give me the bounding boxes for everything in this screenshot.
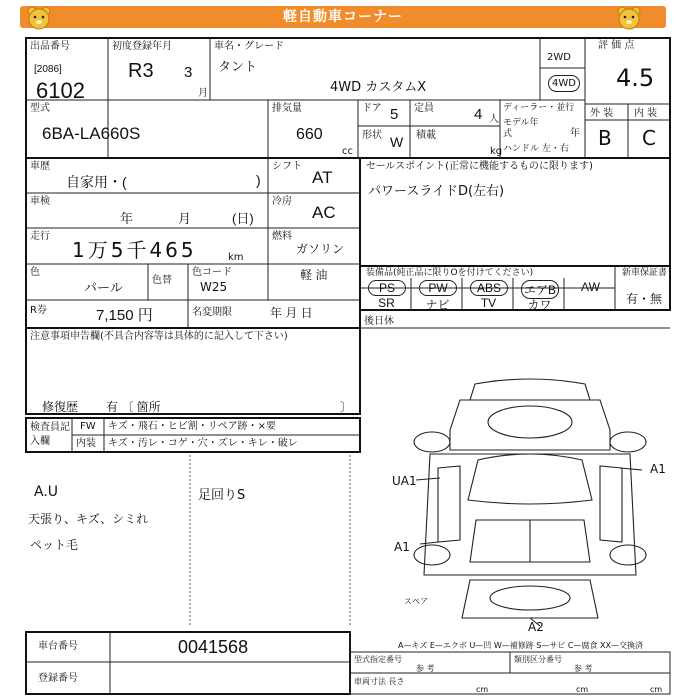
equipment-label: 装備品(純正品に限りOを付けてください)	[366, 268, 534, 278]
equipment-item: ABS	[470, 280, 508, 296]
use-label: 車歴	[30, 161, 50, 172]
recycle-fee: 7,150 円	[96, 307, 153, 324]
cc-unit: cc	[342, 146, 353, 157]
damage-legend: A—キズ E—エクボ U—凹 W—補修跡 S—サビ C—腐食 XX—交換済	[398, 641, 644, 650]
drive-label: 2WD	[547, 52, 571, 63]
car-outline	[414, 379, 646, 626]
use-value: 自家用・(	[66, 174, 127, 190]
inspector-note: 足回りS	[198, 488, 246, 503]
fw-label: FW	[80, 421, 96, 432]
model-value: 6BA-LA660S	[42, 124, 141, 143]
equipment-item: SR	[378, 296, 395, 310]
fuel-alt: 軽 油	[300, 268, 328, 282]
year-unit: 年	[570, 128, 580, 139]
first-reg-label: 初度登録年月	[112, 41, 172, 52]
repair-close: 〕	[340, 400, 353, 414]
sales-point-value: パワースライドD(左右)	[368, 184, 505, 199]
rear-seat-label: 後日休	[364, 316, 394, 327]
km-unit: km	[228, 252, 244, 263]
equipment-item: TV	[480, 296, 497, 310]
shape-value: W	[390, 134, 404, 150]
fuel-label: 燃料	[272, 231, 292, 242]
doors-value: 5	[390, 106, 399, 123]
cm-unit: cm	[476, 685, 489, 694]
repair-value: 有 〔 箇所	[106, 400, 161, 414]
vehicle-dims-label: 車両寸法 長さ	[354, 677, 405, 686]
notes-label: 注意事項申告欄(不具合内容等は具体的に記入して下さい)	[30, 331, 288, 342]
fw-text: キズ・飛石・ヒビ割・リペア跡・×要	[108, 421, 276, 432]
model-label: 型式	[30, 103, 50, 114]
car-name: タント	[218, 60, 258, 75]
capacity-label: 定員	[414, 103, 434, 114]
exterior-grade: B	[598, 126, 612, 150]
first-reg-era: R3	[128, 60, 154, 82]
model-year-label: モデル年式	[503, 118, 539, 139]
mileage-label: 走行	[30, 231, 50, 242]
recycle-label: R券	[30, 305, 47, 316]
sales-point-label: セールスポイント(正常に機能するものに限ります)	[366, 161, 593, 172]
chassis-label: 車台番号	[38, 641, 78, 652]
fuel-value: ガソリン	[296, 242, 345, 256]
lot-number: 6102	[36, 78, 85, 103]
spare-label: スペア	[404, 597, 428, 606]
month-unit: 月	[198, 88, 208, 99]
equipment-item: カワ	[527, 298, 552, 312]
person-unit: 人	[489, 114, 499, 125]
car-grade: 4WD カスタムX	[330, 80, 427, 95]
damage-mark: UA1	[392, 474, 417, 488]
cm-unit: cm	[650, 685, 663, 694]
first-reg-month: 3	[184, 64, 193, 81]
class-label: 類別区分番号	[514, 655, 562, 664]
name-change-date: 年 月 日	[270, 306, 313, 320]
handle-label: ハンドル 左・右	[503, 144, 569, 154]
damage-mark: A1	[650, 462, 666, 476]
inspection-year-word: 年	[120, 211, 134, 226]
aircon-value: AC	[312, 203, 336, 222]
doors-label: ドア	[362, 103, 382, 114]
equipment-item: AW	[581, 280, 600, 294]
kg-unit: kg	[490, 146, 503, 157]
color-change-label: 色替	[152, 275, 172, 286]
shift-value: AT	[312, 168, 333, 187]
repair-label: 修復歴	[42, 400, 79, 414]
registration-label: 登録番号	[38, 673, 78, 684]
inspection-day-word: (日)	[232, 211, 254, 226]
color-label: 色	[30, 267, 40, 278]
shape-label: 形状	[362, 130, 382, 141]
inspection-date-label: 車検	[30, 196, 50, 207]
equipment-item: PW	[419, 280, 457, 296]
aircon-label: 冷房	[272, 196, 292, 207]
warranty-value: 有・無	[626, 292, 663, 306]
mileage-value: 1万5千465	[72, 238, 197, 262]
interior-inspect-label: 内装	[76, 438, 96, 449]
equipment-item: エアB	[521, 280, 559, 299]
equipment-item: PS	[368, 280, 406, 296]
lot-code: [2086]	[34, 64, 62, 75]
load-label: 積載	[416, 130, 436, 141]
capacity-value: 4	[474, 106, 483, 123]
type-cert-label: 型式指定番号	[354, 655, 402, 664]
name-change-label: 名変期限	[192, 307, 232, 318]
damage-mark: A2	[528, 620, 544, 634]
color-value: パール	[84, 281, 123, 296]
interior-label: 内 装	[634, 108, 658, 119]
reference-label: 参 考	[574, 664, 593, 673]
shift-label: シフト	[272, 161, 302, 172]
score-value: 4.5	[616, 64, 655, 92]
chassis-value: 0041568	[178, 637, 249, 657]
inspection-title: 検査員記入欄	[30, 422, 70, 447]
displacement-value: 660	[296, 126, 323, 143]
inspector-note: 天張り、キズ、シミれ	[28, 512, 149, 526]
interior-grade: C	[642, 126, 656, 150]
warranty-label: 新車保証書	[622, 268, 668, 278]
interior-inspect-text: キズ・汚レ・コゲ・穴・ズレ・キレ・破レ	[108, 438, 298, 449]
lot-label: 出品番号	[30, 41, 70, 52]
dealer-label: ディーラー・並行	[503, 103, 575, 113]
color-code-value: W25	[200, 280, 228, 294]
inspection-month-word: 月	[178, 211, 192, 226]
damage-mark: A1	[394, 540, 410, 554]
color-code-label: 色コード	[192, 267, 232, 278]
use-close: )	[256, 172, 261, 188]
score-label: 評 価 点	[598, 40, 635, 51]
banner-title: 軽自動車コーナー	[283, 9, 403, 25]
exterior-label: 外 装	[590, 108, 614, 119]
car-name-label: 車名・グレード	[214, 41, 284, 52]
cm-unit: cm	[576, 685, 589, 694]
displacement-label: 排気量	[272, 103, 302, 114]
drive-value: 4WD	[548, 75, 580, 92]
equipment-item: ナビ	[425, 298, 450, 312]
inspector-note: A.U	[34, 484, 59, 500]
reference-label: 参 考	[416, 664, 435, 673]
inspector-note: ペット毛	[30, 538, 79, 552]
